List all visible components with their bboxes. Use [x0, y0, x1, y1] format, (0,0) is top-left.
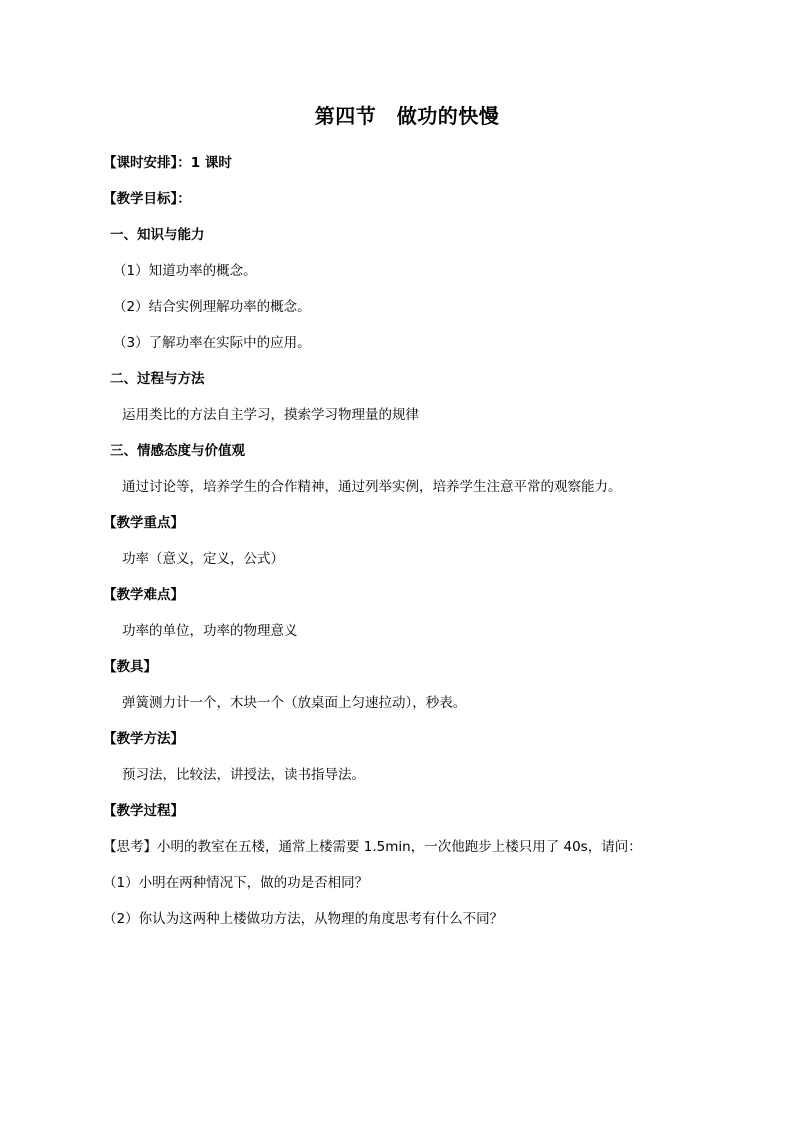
equipment-text: 弹簧测力计一个，木块一个（放桌面上匀速拉动），秒表。 — [122, 695, 467, 711]
think-label: 【思考】 — [103, 839, 157, 855]
process-method-text: 运用类比的方法自主学习，摸索学习物理量的规律 — [122, 407, 419, 423]
key-points-text: 功率（意义，定义，公式） — [122, 551, 284, 567]
section-heading-knowledge: 一、知识与能力 — [110, 227, 205, 243]
objectives-line — [103, 189, 191, 209]
process-label: 【教学过程】 — [103, 803, 184, 819]
section-heading-process: 二、过程与方法 — [110, 371, 205, 387]
question-item: （2）你认为这两种上楼做功方法，从物理的角度思考有什么不同？ — [103, 911, 504, 927]
methods-text: 预习法，比较法，讲授法，读书指导法。 — [122, 767, 365, 783]
objective-item: （2）结合实例理解功率的概念。 — [113, 299, 311, 315]
think-text: 小明的教室在五楼，通常上楼需要 1.5min，一次他跑步上楼只用了 40s，请问： — [157, 839, 642, 855]
key-points-label: 【教学重点】 — [103, 515, 184, 531]
equipment-label: 【教具】 — [103, 659, 157, 675]
think-line — [103, 837, 642, 857]
objective-item: （3）了解功率在实际中的应用。 — [113, 335, 311, 351]
question-item: （1）小明在两种情况下，做的功是否相同？ — [103, 875, 369, 891]
methods-label: 【教学方法】 — [103, 731, 184, 747]
schedule-value: ：1 课时 — [177, 155, 232, 171]
attitude-text: 通过讨论等，培养学生的合作精神，通过列举实例，培养学生注意平常的观察能力。 — [122, 479, 622, 495]
objective-item: （1）知道功率的概念。 — [113, 263, 257, 279]
schedule-line — [103, 153, 232, 173]
page-title: 第四节 做功的快慢 — [314, 104, 500, 128]
section-heading-attitude: 三、情感态度与价值观 — [110, 443, 245, 459]
schedule-label: 【课时安排】 — [103, 155, 178, 171]
difficulties-label: 【教学难点】 — [103, 587, 184, 603]
objectives-suffix: ： — [177, 191, 191, 207]
objectives-label: 【教学目标】 — [103, 191, 178, 207]
difficulties-text: 功率的单位，功率的物理意义 — [122, 623, 298, 639]
